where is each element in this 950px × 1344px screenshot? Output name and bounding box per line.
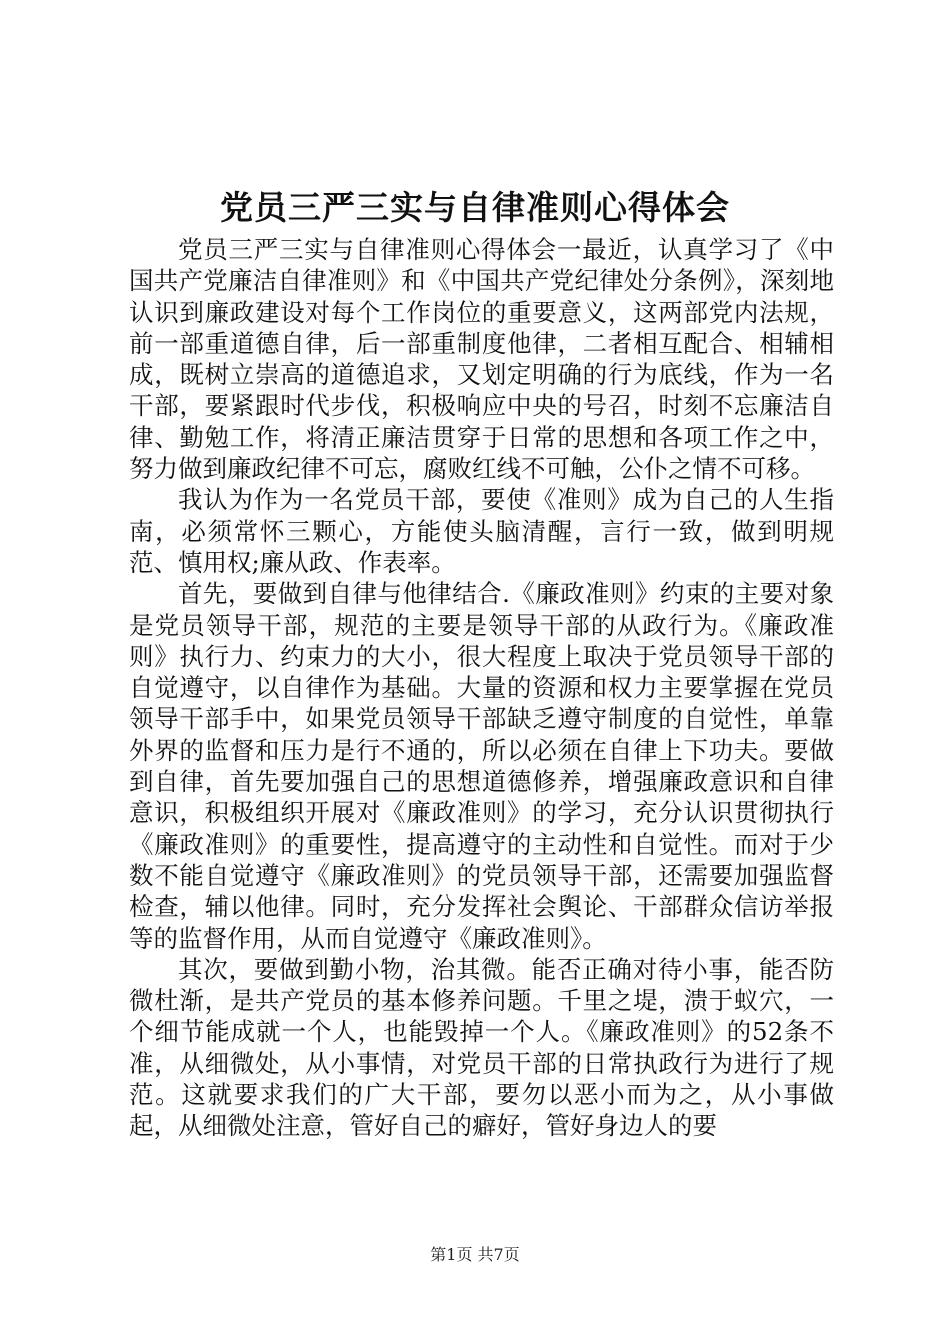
page-number: 第1页 共7页 (430, 1245, 520, 1264)
document-title: 党员三严三实与自律准则心得体会 (220, 188, 730, 227)
paragraph-1: 党员三严三实与自律准则心得体会一最近，认真学习了《中国共产党廉洁自律准则》和《中国共产党纪律处分条例》，深刻地认识到廉政建设对每个工作岗位的重要意义，这两部党内法规，前一部重道德自律，后一部重制度他律，二者相互配合、相辅相成，既树立崇高的道德追求，又划定明确的行为底线，作为一名干部，要紧跟时代步伐，积极响应中央的号召，时刻不忘廉洁自律、勤勉工作，将清正廉洁贯穿于日常的思想和各项工作之中，努力做到廉政纪律不可忘，腐败红线不可触，公仆之情不可移。 (129, 235, 834, 484)
paragraph-4: 其次，要做到勤小物，治其微。能否正确对待小事，能否防微杜渐，是共产党员的基本修养问题。千里之堤，溃于蚁穴，一个细节能成就一个人，也能毁掉一个人。《廉政准则》的52条不准，从细微处，从小事情，对党员干部的日常执政行为进行了规范。这就要求我们的广大干部，要勿以恶小而为之，从小事做起，从细微处注意，管好自己的癖好，管好身边人的要 (129, 954, 834, 1141)
paragraph-2: 我认为作为一名党员干部，要使《准则》成为自己的人生指南，必须常怀三颗心，方能使头脑清醒，言行一致，做到明规范、慎用权;廉从政、作表率。 (129, 485, 834, 577)
document-body (129, 234, 834, 1142)
paragraph-3: 首先，要做到自律与他律结合.《廉政准则》约束的主要对象是党员领导干部，规范的主要是领导干部的从政行为。《廉政准则》执行力、约束力的大小，很大程度上取决于党员领导干部的自觉遵守，以自律作为基础。大量的资源和权力主要掌握在党员领导干部手中，如果党员领导干部缺乏遵守制度的自觉性，单靠外界的监督和压力是行不通的，所以必须在自律上下功夫。要做到自律，首先要加强自己的思想道德修养，增强廉政意识和自律意识，积极组织开展对《廉政准则》的学习，充分认识贯彻执行《廉政准则》的重要性，提高遵守的主动性和自觉性。而对于少数不能自觉遵守《廉政准则》的党员领导干部，还需要加强监督检查，辅以他律。同时，充分发挥社会舆论、干部群众信访举报等的监督作用，从而自觉遵守《廉政准则》。 (129, 579, 834, 953)
